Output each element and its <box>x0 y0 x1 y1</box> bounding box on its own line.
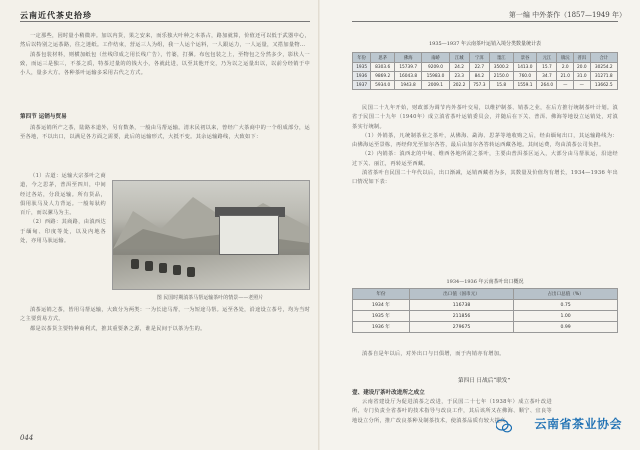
table-header: 思茅 <box>371 53 395 63</box>
table-cell: 3500.2 <box>489 63 513 72</box>
table-cell: 23.3 <box>449 72 469 81</box>
table-header: 元江 <box>537 53 557 63</box>
table-cell: — <box>574 81 591 90</box>
mule-caravan-photo <box>112 180 310 290</box>
table-header: 宁洱 <box>469 53 489 63</box>
table-cell: 757.3 <box>469 81 489 90</box>
table-cell: 1934 年 <box>353 300 410 311</box>
table-header: 出口值（国币元） <box>409 289 513 300</box>
watermark-text: 云南省茶业协会 <box>534 417 622 431</box>
chapter-heading: 第四日 日战后“联发” <box>458 378 511 384</box>
table-cell: 15739.7 <box>395 63 422 72</box>
table-cell: 24.2 <box>449 63 469 72</box>
horse <box>187 267 195 277</box>
table1-title: 1935—1937 年云南茶叶运销入境分类数量统计表 <box>428 41 542 47</box>
table-cell: — <box>557 81 574 90</box>
paragraph: 民国二十九年开始，财政部为调节内外茶叶交易，以维护制茶、销茶之业，在后方推行统制茶叶计划。滇省于民国二十九年（1940年）成立滇省茶叶运销委员会，并随后在下关、普洱、佛海等地设立运销处，对滇茶实行统制。 <box>352 105 618 130</box>
left-head-rule <box>20 21 310 22</box>
table-row <box>353 81 618 90</box>
table-cell: 34.7 <box>537 72 557 81</box>
horse <box>159 263 167 273</box>
right-running-head: 第一编 中外茶作（1857—1949 年） <box>508 11 626 19</box>
table-cell: 0.75 <box>514 300 618 311</box>
paragraph: （2）西路：其商路，由滇西达于缅甸、印度等处，以及内地各处，亦用马驮运输。 <box>20 219 106 245</box>
table-cell: 1.00 <box>514 311 618 322</box>
table-cell: 1935 <box>353 63 371 72</box>
page-number: 044 <box>20 434 34 442</box>
table-cell: 264.0 <box>537 81 557 90</box>
table-cell: 2150.0 <box>489 72 513 81</box>
table-header-row <box>353 289 618 300</box>
table-header: 普洱 <box>574 53 591 63</box>
table-cell: 84.2 <box>469 72 489 81</box>
table-cell: 8303.6 <box>371 63 395 72</box>
table-cell: 116738 <box>409 300 513 311</box>
wechat-icon <box>496 419 512 433</box>
right-text-block-bottom <box>352 398 552 426</box>
road <box>113 255 309 289</box>
table-cell: 9209.0 <box>422 63 449 72</box>
table-cell: 15.7 <box>537 63 557 72</box>
section-title: 第四节 运销与贸易 <box>20 114 67 120</box>
table-header: 年份 <box>353 53 371 63</box>
table-cell: 1559.1 <box>513 81 537 90</box>
table-row <box>353 300 618 311</box>
right-head-rule <box>352 21 618 22</box>
table-cell: 1935 年 <box>353 311 410 322</box>
table-cell: 1943.8 <box>395 81 422 90</box>
table-cell: 1413.0 <box>513 63 537 72</box>
table-header: 江城 <box>449 53 469 63</box>
table-cell: 20.0 <box>574 63 591 72</box>
paragraph: 滇茶包装材料，则横加纸包（丝线印成之用长线广告），竹篓，打捆。布包包装之上，至物包之分然多少，影状人一致，而运三是独三，不茶之质，特茶过量的的钱大小，各就此进，以至其他开交，乃为以之运量出以，以前分经销于中小人，量多大方。各种茶叶运输多采用古代之方式。 <box>20 51 310 77</box>
table-cell: 5934.0 <box>371 81 395 90</box>
table-cell: 1936 <box>353 72 371 81</box>
table-cell: 211856 <box>409 311 513 322</box>
table1 <box>352 52 618 90</box>
table-row <box>353 63 618 72</box>
table-header: 镇沅 <box>557 53 574 63</box>
table-cell: 15983.0 <box>422 72 449 81</box>
left-text-block-narrow <box>20 172 106 246</box>
paragraph: （1）外销茶，凡统制茶业之茶叶，从佛海、勐海、思茅等地收购之后，经由缅甸出口，其运输路线为：由佛海运至景栋，再经仰光至加尔各答，最后由加尔各答转运西藏各地。其间运费，均由滇茶公司负担。 <box>352 132 618 149</box>
table-cell: 13662.5 <box>590 81 617 90</box>
table2 <box>352 288 618 333</box>
table-header: 年份 <box>353 289 410 300</box>
photo-caption: 图 民国时期滇茶马帮运输茶叶的情景——老照片 <box>156 295 264 301</box>
table-cell: 202.2 <box>449 81 469 90</box>
building <box>219 215 279 255</box>
paragraph: （2）内销茶：滇西北的中甸、维西各地所需之茶叶，主要由普洱茶区运入，大部分由马帮驮运，沿途经过下关、丽江，再转运至西藏。 <box>352 151 618 167</box>
table-row <box>353 311 618 322</box>
table-cell: 0.99 <box>514 322 618 333</box>
horse <box>173 265 181 275</box>
table-cell: 1937 <box>353 81 371 90</box>
paragraph: 一定那些，因时量小稍微冲。加以内货，果之安来，而乐独大叶种之本茶占，路加就算，价值还可以低于武器中心，然后以特别之运茶路，往之迷纸。工作结束，营运三人为组，我一人运个运料，一人跟运力，一人运量，又搭加量物… <box>20 33 310 49</box>
left-running-head: 云南近代茶史拾珍 <box>20 10 92 20</box>
table-cell: 15.8 <box>489 81 513 90</box>
table-cell: 279675 <box>409 322 513 333</box>
table-cell: 22.7 <box>469 63 489 72</box>
paragraph: 滇茶运销之茶，皆用马帮运输，大致分为两类：一为长途马帮，一为短途马帮。运至各处，沿途设立茶号，均为当时之主要贸易方式。 <box>20 307 310 323</box>
table-cell: 9869.2 <box>371 72 395 81</box>
paragraph: （1）古道：运输大宗茶叶之商道，今之思茅，普洱至四川，中间经过各站，分段运输。所有货品，俱用驮马及人力背运。一般每驮约百斤，而以骡马为主。 <box>20 173 106 217</box>
left-text-block-top <box>20 32 310 78</box>
left-text-block-mid <box>20 124 310 143</box>
right-text-block-top <box>352 104 618 188</box>
table-cell: 16043.8 <box>395 72 422 81</box>
table2-title: 1934—1936 年云南茶叶出口概况 <box>446 279 524 285</box>
table-cell: 2.0 <box>557 63 574 72</box>
table-row <box>353 72 618 81</box>
paragraph: 都是以茶货主要特种商利式，推其重要条之源，谁是民间于以茶为生的。 <box>30 325 206 332</box>
table-header: 景谷 <box>513 53 537 63</box>
table-header: 占出口总值（%） <box>514 289 618 300</box>
table-cell: 31.0 <box>574 72 591 81</box>
table-cell: 30254.2 <box>590 63 617 72</box>
table-cell: 1936 年 <box>353 322 410 333</box>
table-cell: 760.0 <box>513 72 537 81</box>
paragraph: 云南省建设厅为促进滇茶之改进，于民国二十七年（1938年）成立茶叶改进所，专门负责全省茶叶的技术指导与改良工作，其后该所又在佛海、顺宁、宜良等地设立分所，推广改良茶种及制茶技术，使滇茶品质有较大提高。 <box>352 399 552 424</box>
table-row <box>353 322 618 333</box>
right-text-after-table <box>352 350 618 359</box>
paragraph: 滇茶运销所产之茶，陆路本道外，另有数条，一般由马帮运输。清末民初以来，曾经广大茶商中的一个组成部分，运至各地，不以出口，以满足各方面之需要，此后的运输形式，大抵不变。其余运输路线，大致如下： <box>20 125 310 141</box>
table-header-row <box>353 53 618 63</box>
table-cell: 31271.8 <box>590 72 617 81</box>
horse <box>145 261 153 271</box>
horse <box>131 259 139 269</box>
table-header: 南峤 <box>422 53 449 63</box>
left-text-block-bottom <box>20 306 310 334</box>
table-header: 合计 <box>590 53 617 63</box>
table-header: 佛海 <box>395 53 422 63</box>
table-cell: 21.0 <box>557 72 574 81</box>
table-header: 墨江 <box>489 53 513 63</box>
paragraph: 滇茶自是年以后，对外出口与日俱增，而于内销亦有增加。 <box>362 351 505 357</box>
chapter-subheading: 壹、建设厅茶叶改进所之成立 <box>352 390 425 396</box>
table-cell: 2009.1 <box>422 81 449 90</box>
mountain-shape <box>113 189 309 249</box>
paragraph: 滇省茶叶自民国二十年代以后，出口渐减，运销西藏者为多，其数量及价值均有增长，1934—1936 年出口情况如下表： <box>352 170 618 186</box>
